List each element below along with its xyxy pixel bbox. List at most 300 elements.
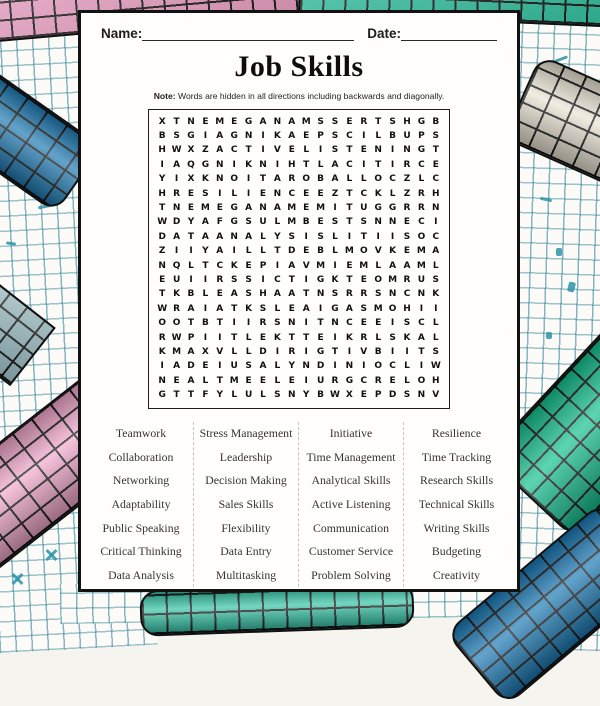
word-item: Stress Management [199, 426, 293, 441]
word-item: Creativity [432, 567, 481, 582]
grid-letter: M [373, 303, 383, 314]
word-item: Critical Thinking [100, 544, 182, 559]
grid-letter: H [288, 159, 296, 170]
grid-letter: A [259, 116, 267, 127]
grid-letter: C [346, 159, 353, 170]
grid-letter: A [288, 116, 296, 127]
grid-letter: L [231, 188, 238, 199]
grid-letter: G [244, 116, 253, 127]
grid-letter: L [389, 188, 396, 199]
grid-letter: E [159, 275, 166, 286]
grid-letter: A [201, 217, 209, 228]
grid-letter: L [231, 347, 238, 358]
grid-letter: L [274, 361, 281, 372]
grid-letter: A [432, 246, 440, 257]
word-item: Collaboration [108, 449, 174, 464]
grid-letter: I [434, 303, 438, 314]
grid-letter: S [288, 231, 296, 242]
grid-letter: H [432, 375, 440, 386]
word-item: Active Listening [311, 497, 391, 512]
grid-letter: A [173, 159, 181, 170]
grid-letter: X [345, 390, 353, 401]
grid-letter: C [360, 375, 368, 386]
grid-letter: K [273, 131, 281, 142]
grid-letter: B [302, 217, 310, 228]
grid-letter: O [172, 318, 181, 329]
word-list [89, 422, 509, 587]
grid-letter: A [187, 375, 195, 386]
grid-letter: A [230, 289, 238, 300]
grid-letter: I [218, 361, 222, 372]
grid-letter: S [245, 275, 252, 286]
grid-letter: W [330, 390, 340, 401]
grid-letter: U [417, 275, 426, 286]
grid-letter: U [259, 217, 267, 228]
grid-letter: S [202, 188, 209, 199]
grid-letter: I [246, 174, 251, 185]
word-item: Adaptability [111, 497, 171, 512]
grid-letter: S [245, 361, 252, 372]
word-item: Flexibility [221, 520, 271, 535]
grid-letter: F [216, 217, 223, 228]
grid-letter: L [432, 318, 439, 329]
grid-letter: S [360, 217, 368, 228]
grid-letter: N [331, 318, 339, 329]
grid-letter: S [403, 318, 411, 329]
grid-letter: L [404, 375, 410, 386]
grid-letter: Q [187, 159, 195, 170]
grid-letter: I [318, 303, 323, 314]
grid-letter: M [316, 203, 326, 214]
grid-letter: E [432, 159, 439, 170]
grid-letter: I [390, 318, 395, 329]
grid-letter: I [232, 159, 236, 170]
grid-letter: S [389, 332, 396, 343]
grid-letter: M [316, 260, 326, 271]
grid-letter: A [345, 303, 353, 314]
grid-letter: C [403, 289, 411, 300]
word-item: Initiative [329, 426, 373, 441]
grid-letter: T [346, 188, 353, 199]
grid-letter: K [173, 289, 181, 300]
grid-letter: I [304, 375, 308, 386]
grid-letter: N [158, 260, 166, 271]
note-label: Note: [153, 91, 176, 101]
grid-letter: C [432, 231, 440, 242]
word-item: Networking [112, 473, 170, 488]
grid-letter: S [331, 131, 339, 142]
grid-letter: S [331, 289, 339, 300]
grid-letter: N [388, 217, 397, 228]
grid-letter: N [388, 289, 397, 300]
grid-letter: B [201, 318, 209, 329]
grid-letter: F [202, 390, 209, 401]
grid-letter: G [201, 159, 210, 170]
grid-letter: T [303, 332, 310, 343]
grid-letter: R [403, 275, 411, 286]
grid-letter: I [261, 275, 265, 286]
grid-letter: E [360, 275, 367, 286]
grid-letter: V [302, 260, 310, 271]
grid-letter: L [202, 375, 209, 386]
grid-letter: E [259, 375, 267, 386]
grid-letter: B [317, 174, 325, 185]
grid-letter: N [432, 203, 440, 214]
grid-letter: T [303, 289, 310, 300]
grid-letter: S [331, 145, 339, 156]
grid-letter: E [245, 375, 252, 386]
grid-letter: L [274, 303, 281, 314]
grid-letter: Y [288, 361, 296, 372]
grid-letter: N [230, 231, 238, 242]
grid-letter: G [316, 347, 325, 358]
grid-letter: X [187, 145, 195, 156]
grid-letter: I [203, 332, 208, 343]
grid-letter: T [216, 375, 223, 386]
grid-letter: N [417, 289, 426, 300]
grid-letter: T [159, 289, 166, 300]
grid-letter: I [304, 347, 308, 358]
grid-letter: S [432, 131, 440, 142]
grid-letter: A [245, 203, 253, 214]
grid-letter: M [359, 260, 369, 271]
grid-letter: E [303, 188, 310, 199]
grid-letter: M [388, 275, 398, 286]
grid-letter: S [317, 116, 324, 127]
grid-letter: I [203, 275, 208, 286]
grid-letter: A [273, 203, 281, 214]
grid-letter: S [317, 231, 324, 242]
grid-letter: A [273, 289, 281, 300]
grid-letter: C [432, 174, 440, 185]
grid-letter: R [417, 203, 425, 214]
grid-letter: I [318, 145, 323, 156]
grid-letter: U [360, 203, 368, 214]
grid-letter: I [203, 131, 208, 142]
grid-letter: I [419, 361, 424, 372]
grid-letter: L [245, 332, 252, 343]
grid-letter: H [403, 116, 411, 127]
grid-letter: E [403, 246, 411, 257]
grid-letter: H [403, 303, 411, 314]
grid-letter: M [416, 260, 426, 271]
grid-letter: B [158, 131, 166, 142]
word-item: Writing Skills [423, 520, 490, 535]
grid-letter: N [216, 174, 224, 185]
grid-letter: T [331, 347, 339, 358]
grid-letter: T [173, 116, 180, 127]
grid-letter: R [331, 375, 339, 386]
word-item: Communication [312, 520, 390, 535]
grid-letter: L [332, 231, 338, 242]
grid-letter: Z [158, 246, 166, 257]
grid-letter: T [346, 217, 353, 228]
grid-letter: A [259, 361, 267, 372]
grid-letter: L [432, 260, 439, 271]
grid-letter: C [389, 174, 396, 185]
grid-letter: I [347, 231, 352, 242]
grid-letter: K [374, 188, 382, 199]
grid-letter: A [216, 131, 224, 142]
grid-letter: N [288, 390, 296, 401]
grid-letter: G [331, 303, 339, 314]
grid-letter: N [316, 289, 325, 300]
grid-letter: G [158, 390, 166, 401]
grid-letter: P [259, 260, 267, 271]
grid-letter: A [201, 231, 209, 242]
word-item: Teamwork [115, 426, 167, 441]
name-blank-line [142, 26, 354, 41]
word-grid [155, 115, 443, 403]
grid-letter: Q [172, 260, 181, 271]
grid-letter: I [275, 260, 280, 271]
grid-letter: Y [274, 231, 281, 242]
grid-letter: T [346, 275, 353, 286]
grid-letter: T [375, 116, 382, 127]
grid-letter: U [230, 361, 238, 372]
grid-letter: B [389, 131, 397, 142]
grid-letter: E [360, 145, 367, 156]
word-item: Time Tracking [421, 449, 492, 464]
grid-letter: T [173, 390, 180, 401]
grid-letter: L [332, 246, 338, 257]
grid-letter: N [374, 217, 382, 228]
grid-letter: A [389, 260, 397, 271]
grid-letter: O [417, 231, 426, 242]
grid-letter: K [158, 347, 166, 358]
grid-letter: I [333, 361, 337, 372]
grid-letter: L [346, 174, 353, 185]
grid-letter: Y [302, 390, 310, 401]
grid-letter: A [187, 303, 195, 314]
grid-letter: X [201, 347, 209, 358]
grid-letter: L [303, 145, 310, 156]
grid-letter: E [303, 131, 310, 142]
grid-letter: E [360, 318, 367, 329]
grid-letter: E [389, 375, 396, 386]
word-item: Time Management [306, 449, 396, 464]
grid-letter: K [389, 246, 397, 257]
grid-letter: E [303, 246, 310, 257]
grid-letter: L [404, 361, 410, 372]
grid-letter: E [288, 145, 295, 156]
page-title: Job Skills [234, 50, 364, 83]
grid-letter: E [216, 203, 223, 214]
grid-letter: C [346, 318, 353, 329]
grid-letter: E [187, 203, 195, 214]
grid-letter: T [360, 231, 367, 242]
grid-letter: O [158, 318, 167, 329]
grid-letter: L [231, 390, 238, 401]
grid-letter: A [245, 231, 253, 242]
grid-letter: R [345, 289, 353, 300]
grid-letter: W [430, 361, 441, 372]
grid-letter: R [403, 159, 411, 170]
grid-letter: G [417, 116, 426, 127]
grid-letter: S [230, 275, 238, 286]
grid-letter: S [374, 289, 382, 300]
grid-letter: C [288, 188, 296, 199]
grid-letter: N [345, 361, 354, 372]
grid-letter: E [317, 217, 324, 228]
grid-letter: K [245, 303, 253, 314]
grid-letter: V [216, 347, 224, 358]
grid-letter: V [360, 347, 368, 358]
word-item: Resilience [431, 426, 482, 441]
grid-letter: E [317, 332, 324, 343]
grid-letter: I [218, 188, 222, 199]
grid-letter: C [230, 145, 238, 156]
word-column [299, 422, 404, 587]
grid-letter: D [158, 231, 166, 242]
grid-letter: I [390, 231, 395, 242]
grid-letter: K [432, 289, 440, 300]
grid-letter: L [432, 332, 439, 343]
grid-letter: E [346, 260, 353, 271]
grid-letter: C [360, 188, 368, 199]
grid-letter: L [202, 289, 209, 300]
grid-letter: L [375, 260, 382, 271]
grid-letter: N [417, 390, 426, 401]
grid-letter: A [288, 289, 296, 300]
word-item: Budgeting [431, 544, 482, 559]
grid-letter: I [275, 159, 280, 170]
grid-letter: T [418, 347, 425, 358]
grid-letter: S [432, 275, 440, 286]
grid-letter: O [374, 174, 383, 185]
grid-letter: S [259, 303, 267, 314]
grid-letter: U [172, 275, 181, 286]
grid-letter: I [304, 318, 308, 329]
grid-letter: N [374, 145, 382, 156]
grid-letter: I [304, 231, 308, 242]
grid-letter: I [189, 275, 193, 286]
grid-letter: D [259, 347, 267, 358]
grid-letter: L [260, 231, 266, 242]
grid-letter: T [346, 145, 353, 156]
word-item: Public Speaking [102, 520, 180, 535]
grid-letter: O [374, 361, 383, 372]
grid-letter: M [229, 375, 239, 386]
grid-letter: Y [187, 217, 195, 228]
grid-letter: N [259, 203, 267, 214]
grid-letter: W [157, 303, 168, 314]
word-item: Data Analysis [108, 567, 174, 582]
grid-letter: K [245, 159, 253, 170]
grid-letter: O [302, 174, 311, 185]
grid-letter: U [403, 131, 411, 142]
grid-letter: S [274, 318, 281, 329]
grid-letter: I [347, 347, 352, 358]
grid-letter: I [275, 347, 280, 358]
grid-letter: T [274, 246, 281, 257]
word-item: Multitasking [215, 567, 277, 582]
grid-letter: L [260, 390, 266, 401]
grid-letter: R [216, 275, 224, 286]
grid-letter: P [374, 390, 382, 401]
grid-letter: G [345, 375, 354, 386]
word-item: Problem Solving [311, 567, 391, 582]
grid-letter: N [187, 116, 195, 127]
name-label: Name: [101, 26, 143, 41]
grid-letter: S [245, 217, 252, 228]
grid-letter: I [333, 203, 337, 214]
grid-letter: P [418, 131, 425, 142]
grid-letter: G [417, 145, 426, 156]
grid-letter: T [288, 275, 295, 286]
grid-letter: R [417, 188, 425, 199]
grid-letter: L [375, 332, 382, 343]
grid-letter: M [344, 246, 354, 257]
grid-letter: R [288, 174, 296, 185]
grid-letter: E [202, 361, 209, 372]
grid-letter: Z [202, 145, 209, 156]
grid-letter: C [216, 260, 224, 271]
grid-letter: S [331, 217, 339, 228]
word-item: Decision Making [205, 473, 287, 488]
grid-letter: L [317, 159, 324, 170]
grid-letter: S [360, 303, 368, 314]
grid-letter: E [288, 303, 295, 314]
grid-letter: A [302, 303, 310, 314]
grid-letter: M [416, 246, 426, 257]
grid-letter: M [200, 203, 210, 214]
grid-letter: M [287, 217, 297, 228]
grid-letter: I [405, 347, 409, 358]
grid-letter: N [172, 203, 181, 214]
grid-letter: T [317, 318, 324, 329]
grid-letter: R [288, 347, 296, 358]
grid-letter: D [388, 390, 397, 401]
grid-letter: G [187, 131, 195, 142]
grid-letter: G [230, 131, 238, 142]
grid-letter: V [432, 390, 440, 401]
grid-letter: R [259, 318, 267, 329]
grid-letter: I [160, 361, 164, 372]
grid-letter: X [187, 174, 195, 185]
grid-letter: K [273, 332, 281, 343]
word-item: Technical Skills [418, 497, 495, 512]
grid-letter: I [390, 145, 395, 156]
grid-letter: T [187, 390, 195, 401]
grid-letter: T [231, 303, 238, 314]
grid-letter: A [331, 174, 339, 185]
worksheet-page [78, 10, 520, 592]
grid-letter: I [203, 303, 208, 314]
grid-letter: P [317, 131, 324, 142]
grid-letter: A [288, 131, 296, 142]
grid-letter: L [418, 174, 425, 185]
grid-letter: A [288, 260, 296, 271]
grid-letter: T [231, 332, 238, 343]
grid-letter: T [303, 159, 310, 170]
grid-letter: S [245, 289, 252, 300]
grid-letter: A [331, 159, 339, 170]
grid-letter: K [403, 332, 411, 343]
grid-letter: E [187, 188, 195, 199]
grid-letter: A [417, 332, 425, 343]
grid-letter: Z [403, 174, 411, 185]
grid-letter: U [244, 390, 253, 401]
grid-letter: R [173, 188, 181, 199]
grid-letter: G [230, 217, 238, 228]
grid-letter: L [274, 217, 281, 228]
grid-letter: L [375, 131, 382, 142]
grid-letter: O [417, 375, 426, 386]
grid-letter: U [316, 375, 325, 386]
word-item: Leadership [219, 449, 273, 464]
grid-letter: T [159, 203, 166, 214]
